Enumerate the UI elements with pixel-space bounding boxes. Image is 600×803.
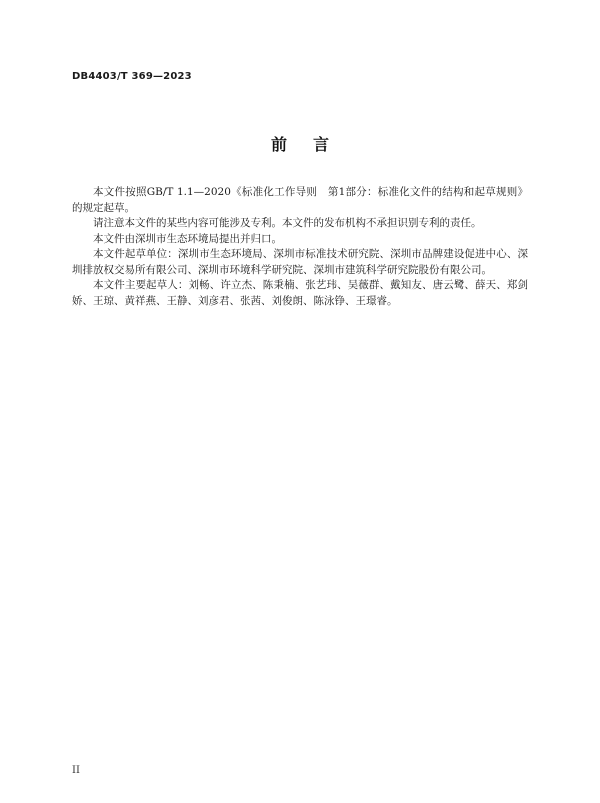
paragraph-patent-notice: 请注意本文件的某些内容可能涉及专利。本文件的发布机构不承担识别专利的责任。	[93, 217, 482, 229]
paragraph-main-drafters: 本文件主要起草人：刘畅、许立杰、陈秉楠、张艺玮、吴薇群、戴知友、唐云鹭、薛天、郑剑娇、王琼、黄祥燕、王静、刘彦君、张茜、刘俊朗、陈泳铮、王璟睿。	[72, 279, 528, 307]
paragraph-proposer: 本文件由深圳市生态环境局提出并归口。	[93, 232, 282, 245]
paragraph-drafting-units: 本文件起草单位：深圳市生态环境局、深圳市标准技术研究院、深圳市品牌建设促进中心、深圳排放权交易所有限公司、深圳市环境科学研究院、深圳市建筑科学研究院股份有限公司。	[72, 248, 528, 276]
foreword-body	[72, 185, 528, 309]
page-title: 前言	[270, 135, 355, 154]
page-number: II	[72, 765, 80, 776]
document-code: DB4403/T 369—2023	[72, 71, 192, 82]
paragraph-drafting-rules: 本文件按照GB/T 1.1—2020《标准化工作导则 第1部分：标准化文件的结构和起草规则》的规定起草。	[72, 186, 528, 214]
